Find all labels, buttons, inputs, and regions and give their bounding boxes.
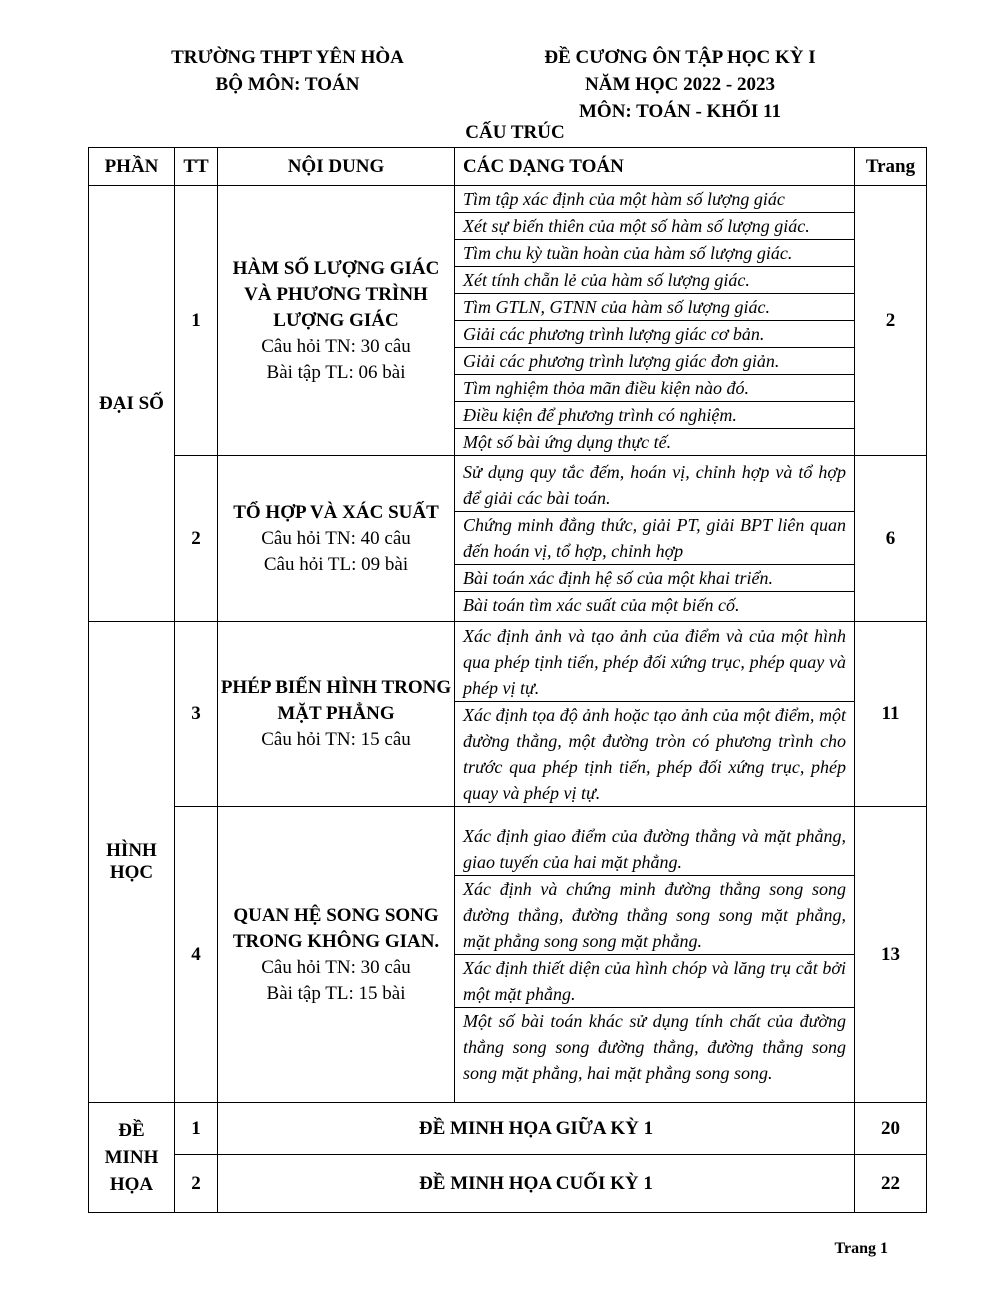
structure-table <box>88 147 927 1213</box>
type-item: Xác định và chứng minh đường thẳng song song đường thẳng, đường thẳng song song mặt phẳng, mặt phẳng song song mặt phẳng. <box>455 876 854 955</box>
type-item: Bài toán xác định hệ số của một khai triển. <box>455 565 854 592</box>
page-cell: 13 <box>855 807 927 1103</box>
types-cell <box>455 456 855 622</box>
col-header-page: Trang <box>855 148 927 186</box>
content-cell <box>218 456 455 622</box>
type-item: Xét tính chẵn lẻ của hàm số lượng giác. <box>455 267 854 294</box>
content-cell <box>218 622 455 807</box>
school-year: NĂM HỌC 2022 - 2023 <box>585 74 775 95</box>
type-item: Giải các phương trình lượng giác cơ bản. <box>455 321 854 348</box>
page-cell: 6 <box>855 456 927 622</box>
topic-line: Câu hỏi TL: 09 bài <box>263 553 409 575</box>
table-row <box>89 456 927 622</box>
type-item: Xét sự biến thiên của một số hàm số lượng giác. <box>455 213 854 240</box>
topic-title: QUAN HỆ SONG SONG TRONG KHÔNG GIAN. <box>232 904 440 952</box>
table-row <box>89 622 927 807</box>
subject-line: MÔN: TOÁN - KHỐI 11 <box>579 101 781 122</box>
tt-cell: 4 <box>175 807 218 1103</box>
content-cell <box>218 807 455 1103</box>
type-item: Một số bài toán khác sử dụng tính chất của đường thẳng song song đường thẳng, đường thẳng song song mặt phẳng, hai mặt phẳng song song. <box>463 1011 846 1083</box>
header-right <box>510 44 850 125</box>
col-header-part: PHẦN <box>89 148 175 186</box>
col-header-types: CÁC DẠNG TOÁN <box>455 148 855 186</box>
tt-cell: 2 <box>175 1155 218 1213</box>
tt-cell: 1 <box>175 186 218 456</box>
table-row <box>89 186 927 456</box>
topic-line: Câu hỏi TN: 15 câu <box>261 729 411 750</box>
part-cell: ĐỀ MINH HỌA <box>89 1103 175 1213</box>
type-item: Tìm nghiệm thỏa mãn điều kiện nào đó. <box>455 375 854 402</box>
type-item: Sử dụng quy tắc đếm, hoán vị, chỉnh hợp và tổ hợp để giải các bài toán. <box>455 459 854 512</box>
table-row <box>89 1155 927 1213</box>
topic-line: Câu hỏi TN: 30 câu <box>261 335 411 357</box>
table-row <box>89 807 927 1103</box>
type-item: Giải các phương trình lượng giác đơn giản. <box>455 348 854 375</box>
col-header-tt: TT <box>175 148 218 186</box>
table-header-row <box>89 148 927 186</box>
content-cell <box>218 186 455 456</box>
table-row <box>89 1103 927 1155</box>
school-name: TRƯỜNG THPT YÊN HÒA <box>171 47 404 68</box>
type-item: Xác định giao điểm của đường thẳng và mặt phẳng, giao tuyến của hai mặt phẳng. <box>455 823 854 876</box>
tt-cell: 3 <box>175 622 218 807</box>
topic-line: Câu hỏi TN: 40 câu <box>261 527 411 549</box>
types-cell <box>455 622 855 807</box>
department-name: BỘ MÔN: TOÁN <box>215 74 360 95</box>
type-item: Tìm tập xác định của một hàm số lượng giác <box>455 186 854 213</box>
topic-line: Bài tập TL: 15 bài <box>266 982 406 1004</box>
tt-cell: 2 <box>175 456 218 622</box>
topic-title: PHÉP BIẾN HÌNH TRONG MẶT PHẲNG <box>220 677 452 724</box>
type-item: Chứng minh đẳng thức, giải PT, giải BPT liên quan đến hoán vị, tổ hợp, chỉnh hợp <box>455 512 854 565</box>
topic-line: Câu hỏi TN: 30 câu <box>261 956 411 978</box>
topic-title: HÀM SỐ LƯỢNG GIÁC VÀ PHƯƠNG TRÌNH LƯỢNG GIÁC <box>232 257 440 331</box>
col-header-content: NỘI DUNG <box>218 148 455 186</box>
page-cell: 22 <box>855 1155 927 1213</box>
type-item: Điều kiện để phương trình có nghiệm. <box>455 402 854 429</box>
type-item: Một số bài ứng dụng thực tế. <box>463 432 672 452</box>
header-left <box>140 44 435 98</box>
part-cell: HÌNH HỌC <box>89 622 175 1103</box>
type-item: Xác định thiết diện của hình chóp và lăng trụ cắt bởi một mặt phẳng. <box>455 955 854 1008</box>
part-cell: ĐẠI SỐ <box>89 186 175 622</box>
topic-line: Bài tập TL: 06 bài <box>266 361 406 383</box>
type-item: Tìm GTLN, GTNN của hàm số lượng giác. <box>455 294 854 321</box>
page-cell: 20 <box>855 1103 927 1155</box>
exam-content-cell: ĐỀ MINH HỌA GIỮA KỲ 1 <box>218 1103 855 1155</box>
type-item: Tìm chu kỳ tuần hoàn của hàm số lượng giác. <box>455 240 854 267</box>
page-number: Trang 1 <box>834 1240 888 1257</box>
section-title: CẤU TRÚC <box>465 122 565 143</box>
tt-cell: 1 <box>175 1103 218 1155</box>
page-cell: 11 <box>855 622 927 807</box>
type-item: Xác định ảnh và tạo ảnh của điểm và của một hình qua phép tịnh tiến, phép đối xứng trục, phép quay và phép vị tự. <box>455 623 854 702</box>
types-cell <box>455 807 855 1103</box>
exam-content-cell: ĐỀ MINH HỌA CUỐI KỲ 1 <box>218 1155 855 1213</box>
type-item: Bài toán tìm xác suất của một biến cố. <box>463 595 740 615</box>
page-cell: 2 <box>855 186 927 456</box>
type-item: Xác định tọa độ ảnh hoặc tạo ảnh của một điểm, một đường thẳng, một đường tròn có phương trình cho trước qua phép tịnh tiến, phép đối xứng trục, phép quay và phép vị tự. <box>463 704 846 803</box>
types-cell <box>455 186 855 456</box>
topic-title: TỔ HỢP VÀ XÁC SUẤT <box>233 501 439 523</box>
document-title: ĐỀ CƯƠNG ÔN TẬP HỌC KỲ I <box>544 47 816 68</box>
